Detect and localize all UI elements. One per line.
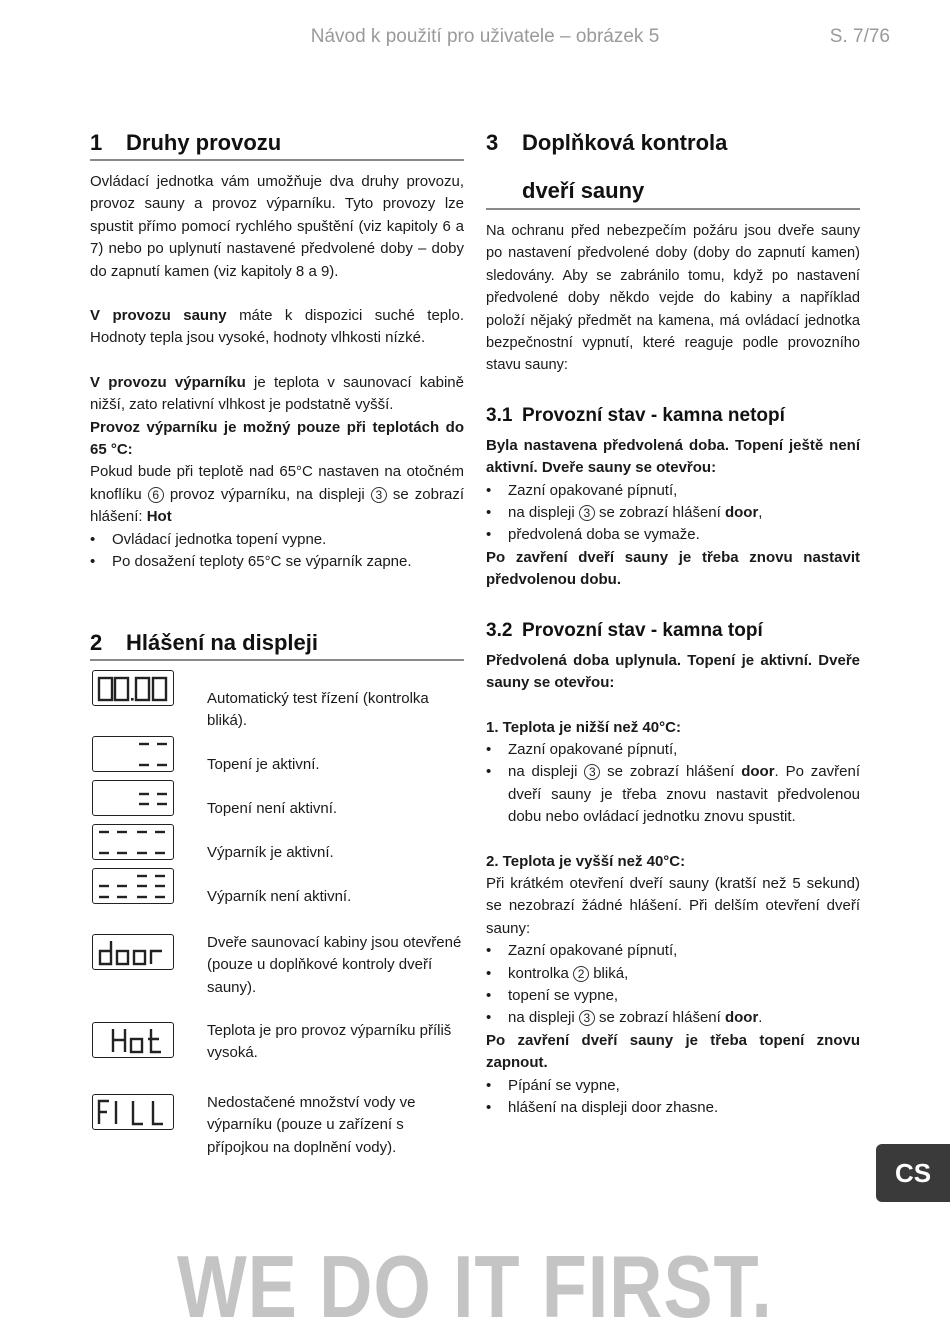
display-row [92, 824, 464, 864]
display-desc: Nedostačené množství vody ve výparníku (pouze u zařízení s přípojkou na doplnění vody). [207, 1094, 416, 1156]
list-item: • Zazní opakované pípnutí, [486, 940, 860, 962]
section-3-heading-line2: dveří sauny [522, 178, 645, 203]
bullet-list [486, 1075, 860, 1120]
list-item: • kontrolka 2 bliká, [486, 963, 860, 985]
bullet-list [90, 529, 464, 574]
bullet-list [486, 739, 860, 829]
list-item: • na displeji 3 se zobrazí hlášení door, [486, 502, 860, 524]
display-desc: Výparník je aktivní. [207, 844, 334, 861]
display-desc: Topení je aktivní. [207, 756, 320, 773]
paragraph: Ovládací jednotka vám umožňuje dva druhy provozu, provoz sauny a provoz výparníku. Tyto provozy lze spustit přímo pomocí rychlého spuštění (viz kapitoly 6 a 7) nebo po uplynutí nastavené předvolené doby – doby do zapnutí kamen (viz kapitoly 8 a 9). [90, 173, 464, 280]
display-number: 3 [579, 505, 595, 521]
left-column [90, 130, 464, 1156]
display-row [92, 780, 464, 820]
knob-number: 6 [148, 487, 164, 503]
lcd-heating-active-icon [92, 736, 174, 772]
list-item: • hlášení na displeji door zhasne. [486, 1097, 860, 1119]
lcd-fill-icon [92, 1094, 174, 1130]
paragraph-bold: Předvolená doba uplynula. Topení je aktivní. Dveře sauny se otevřou: [486, 651, 860, 692]
display-row [92, 868, 464, 908]
lcd-door-icon [92, 934, 174, 970]
display-row [92, 1094, 464, 1159]
paragraph-bold: Byla nastavena předvolená doba. Topení ještě není aktivní. Dveře sauny se otevřou: [486, 436, 860, 477]
page-number: S. 7/76 [829, 26, 890, 47]
divider [90, 159, 464, 161]
display-row [92, 1022, 464, 1065]
display-desc: Topení není aktivní. [207, 800, 338, 817]
section-1-heading: 1 Druhy provozu [90, 130, 282, 155]
paragraph: Při krátkém otevření dveří sauny (kratší než 5 sekund) se nezobrazí žádné hlášení. Při delším otevření dveří sauny: [486, 874, 860, 937]
display-number: 3 [371, 487, 387, 503]
paragraph: Na ochranu před nebezpečím požáru jsou dveře sauny po nastavení předvolené doby (doby do zapnutí kamen) sledovány. Aby se zabránilo tomu, když po nastavení předvolené doby někdo vejde do kabiny a například položí nějaký předmět na kamena, má ovládací jednotka bezpečnostní vypnutí, které reaguje podle provozního stavu sauny: [486, 223, 860, 374]
paragraph: V provozu výparníku je teplota v saunovací kabině nižší, zato relativní vlhkost je podstatně vyšší. [90, 373, 464, 414]
display-desc: Dveře saunovací kabiny jsou otevřené (pouze u doplňkové kontroly dveří sauny). [207, 934, 462, 996]
list-item: • předvolená doba se vymaže. [486, 524, 860, 546]
paragraph-bold: Po zavření dveří sauny je třeba topení znovu zapnout. [486, 1031, 860, 1072]
list-item: • na displeji 3 se zobrazí hlášení door. [486, 1007, 860, 1029]
lcd-heating-inactive-icon [92, 780, 174, 816]
bullet-list [486, 480, 860, 547]
divider [486, 208, 860, 210]
divider [90, 659, 464, 661]
lcd-hot-icon [92, 1022, 174, 1058]
display-number: 3 [584, 764, 600, 780]
sub-heading: 2. Teplota je vyšší než 40°C: [486, 852, 686, 870]
header-title: Návod k použití pro uživatele – obrázek 5 [310, 26, 660, 47]
right-column [486, 130, 860, 1119]
list-item: • Zazní opakované pípnutí, [486, 480, 860, 502]
paragraph-bold: Provoz výparníku je možný pouze při teplotách do 65 °C: [90, 418, 464, 459]
list-item: • Zazní opakované pípnutí, [486, 739, 860, 761]
display-row [92, 670, 464, 733]
display-row [92, 736, 464, 776]
paragraph: Pokud bude při teplotě nad 65°C nastaven na otočném knoflíku 6 provoz výparníku, na displeji 3 se zobrazí hlášení: Hot [90, 463, 464, 526]
bullet-list [486, 940, 860, 1030]
display-number: 3 [579, 1010, 595, 1026]
section-3-2-heading: 3.2 Provozní stav - kamna topí [486, 619, 763, 641]
list-item: • Po dosažení teploty 65°C se výparník zapne. [90, 551, 464, 573]
section-3-heading: 3 Doplňková kontrola [486, 130, 728, 155]
paragraph: V provozu sauny máte k dispozici suché teplo. Hodnoty tepla jsou vysoké, hodnoty vlhkosti nízké. [90, 307, 464, 347]
section-3-1-heading: 3.1 Provozní stav - kamna netopí [486, 404, 785, 426]
slogan: WE DO IT FIRST. [176, 1237, 773, 1336]
list-item: • na displeji 3 se zobrazí hlášení door. Po zavření dveří sauny je třeba znovu nastavit předvolenou dobu nebo ovládací jednotku znovu spustit. [486, 761, 860, 828]
section-2-heading: 2 Hlášení na displeji [90, 630, 318, 655]
list-item: • topení se vypne, [486, 985, 860, 1007]
lcd-evaporator-active-icon [92, 824, 174, 860]
display-desc: Teplota je pro provoz výparníku příliš vysoká. [207, 1022, 452, 1062]
list-item: • Ovládací jednotka topení vypne. [90, 529, 464, 551]
language-tab: CS [876, 1144, 950, 1202]
display-desc: Výparník není aktivní. [207, 888, 352, 905]
sub-heading: 1. Teplota je nižší než 40°C: [486, 718, 681, 736]
list-item: • Pípání se vypne, [486, 1075, 860, 1097]
display-row [92, 934, 464, 999]
lcd-self-test-icon [92, 670, 174, 706]
display-desc: Automatický test řízení (kontrolka bliká). [207, 690, 429, 730]
paragraph-bold: Po zavření dveří sauny je třeba znovu nastavit předvolenou dobu. [486, 548, 860, 589]
indicator-number: 2 [573, 966, 589, 982]
section-2 [90, 630, 464, 671]
lcd-evaporator-inactive-icon [92, 868, 174, 904]
